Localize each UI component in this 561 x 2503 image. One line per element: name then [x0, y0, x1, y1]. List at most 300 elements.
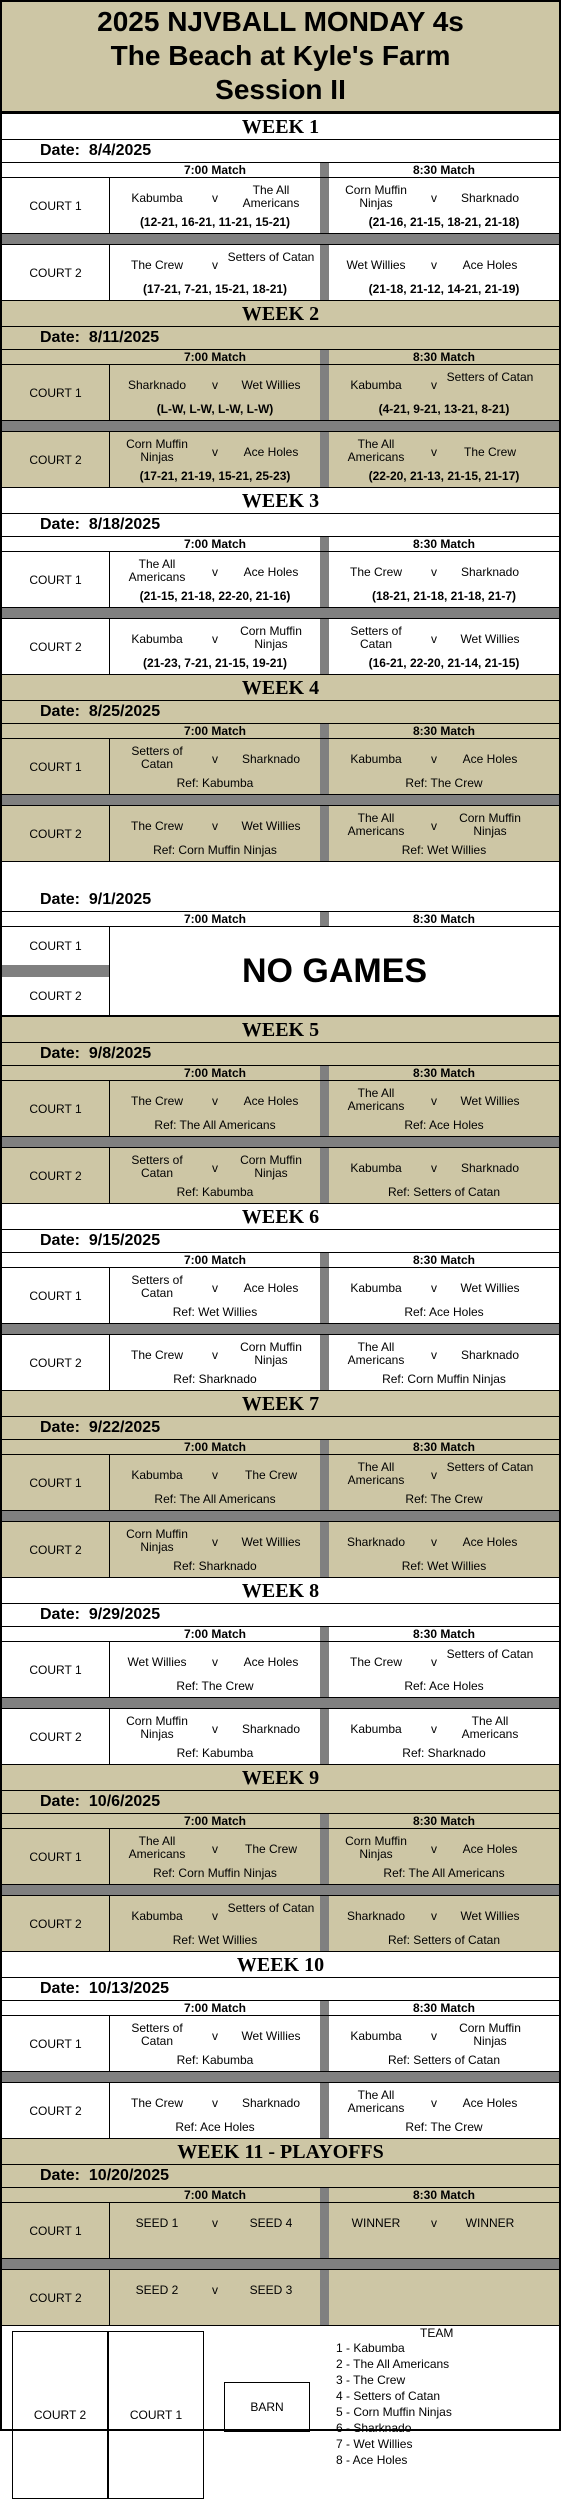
team-away: Sharknado — [460, 191, 520, 205]
team-away: Ace Holes — [462, 1535, 518, 1549]
week-header: WEEK 7 — [2, 1390, 559, 1417]
court-row — [2, 2082, 559, 2138]
week-date-row — [2, 2165, 559, 2187]
team-away: The Crew — [244, 1842, 297, 1856]
referee-label: Ref: Corn Muffin Ninjas — [153, 1866, 277, 1880]
versus-label: v — [431, 191, 437, 205]
versus-label: v — [212, 1281, 218, 1295]
date-prefix: Date: — [40, 329, 81, 346]
versus-label: v — [431, 378, 437, 392]
match-cell — [110, 2016, 320, 2071]
referee-label: Ref: Ace Holes — [175, 2120, 255, 2134]
match-time-7: 7:00 Match — [183, 912, 247, 926]
team-away: Sharknado — [241, 1722, 301, 1736]
title-line-2: The Beach at Kyle's Farm — [110, 40, 451, 71]
match-cell — [110, 619, 320, 674]
versus-label: v — [431, 1468, 437, 1482]
court-label: COURT 2 — [2, 2083, 110, 2138]
team-home: Kabumba — [350, 1281, 402, 1295]
team-away: Corn Muffin Ninjas — [240, 1153, 302, 1180]
team-away: Wet Willies — [241, 819, 301, 833]
referee-label: Ref: Sharknado — [173, 1559, 257, 1573]
team-away: Ace Holes — [462, 752, 518, 766]
week-date-row — [2, 1043, 559, 1065]
match-score: (21-23, 7-21, 21-15, 19-21) — [142, 656, 288, 670]
versus-label: v — [431, 1842, 437, 1856]
match-cell — [329, 432, 559, 487]
week-block — [2, 487, 559, 674]
team-away: Setters of Catan — [446, 1460, 534, 1474]
team-away: Sharknado — [460, 1348, 520, 1362]
team-away: Corn Muffin Ninjas — [240, 1340, 302, 1367]
match-cell — [329, 178, 559, 233]
match-cell — [110, 245, 320, 300]
court-row — [2, 431, 559, 487]
team-list-item: 4 - Setters of Catan — [336, 2389, 441, 2403]
match-cell — [110, 1642, 320, 1697]
court-label: COURT 2 — [2, 1335, 110, 1390]
versus-label: v — [212, 1655, 218, 1669]
referee-label: Ref: Setters of Catan — [387, 1185, 501, 1199]
court-1-label: COURT 1 — [29, 939, 82, 953]
referee-label: Ref: Ace Holes — [404, 1305, 484, 1319]
referee-label: Ref: Kabumba — [176, 776, 254, 790]
match-time-830: 8:30 Match — [412, 1814, 476, 1828]
court-label: COURT 2 — [2, 245, 110, 300]
team-away: Setters of Catan — [227, 1901, 315, 1915]
week-header: WEEK 8 — [2, 1577, 559, 1604]
team-home: Kabumba — [350, 1722, 402, 1736]
versus-label: v — [431, 565, 437, 579]
court-row — [2, 1334, 559, 1390]
court-row — [2, 1521, 559, 1577]
match-cell — [329, 1081, 559, 1136]
team-away: Ace Holes — [462, 1842, 518, 1856]
versus-label: v — [212, 1842, 218, 1856]
week-block — [2, 674, 559, 861]
court-separator — [2, 607, 559, 618]
match-cell — [329, 1709, 559, 1764]
date-prefix: Date: — [40, 891, 81, 908]
team-away: SEED 3 — [249, 2283, 293, 2297]
match-time-7: 7:00 Match — [183, 2188, 247, 2202]
versus-label: v — [212, 1722, 218, 1736]
no-games-time-row — [2, 911, 559, 926]
versus-label: v — [212, 632, 218, 646]
court-row — [2, 1708, 559, 1764]
match-time-830: 8:30 Match — [412, 724, 476, 738]
match-cell — [110, 1081, 320, 1136]
team-away: Ace Holes — [243, 1281, 299, 1295]
match-score: (21-18, 21-12, 14-21, 21-19) — [368, 282, 520, 296]
versus-label: v — [212, 1535, 218, 1549]
team-list-item: 8 - Ace Holes — [336, 2453, 408, 2467]
versus-label: v — [212, 2216, 218, 2230]
match-time-7: 7:00 Match — [183, 1440, 247, 1454]
referee-label: Ref: Sharknado — [402, 1746, 486, 1760]
versus-label: v — [431, 1535, 437, 1549]
match-time-row — [2, 536, 559, 551]
match-time-row — [2, 1439, 559, 1454]
match-time-830: 8:30 Match — [412, 1440, 476, 1454]
team-list-item: 1 - Kabumba — [336, 2341, 405, 2355]
team-home: Corn Muffin Ninjas — [345, 183, 407, 210]
referee-label: Ref: The All Americans — [383, 1866, 505, 1880]
team-away: Wet Willies — [460, 632, 520, 646]
court-separator — [2, 233, 559, 244]
week-header: WEEK 2 — [2, 300, 559, 327]
team-list-item: 7 - Wet Willies — [336, 2437, 413, 2451]
court-label: COURT 2 — [2, 432, 110, 487]
match-cell — [329, 1522, 559, 1577]
court-row — [2, 1641, 559, 1697]
court-row — [2, 1828, 559, 1884]
referee-label: Ref: Sharknado — [173, 1372, 257, 1386]
court-row — [2, 1895, 559, 1951]
week-header: WEEK 9 — [2, 1764, 559, 1791]
team-home: Setters of Catan — [131, 2021, 183, 2048]
no-games-date-row — [2, 889, 559, 911]
team-home: Kabumba — [350, 752, 402, 766]
match-time-7: 7:00 Match — [183, 724, 247, 738]
week-date: 9/22/2025 — [88, 1419, 161, 1436]
match-cell — [329, 1896, 559, 1951]
court-label: COURT 2 — [2, 619, 110, 674]
match-time-7: 7:00 Match — [183, 1253, 247, 1267]
team-away: Sharknado — [241, 2096, 301, 2110]
court-row — [2, 1267, 559, 1323]
team-away: WINNER — [465, 2216, 515, 2230]
versus-label: v — [431, 2096, 437, 2110]
court-label: COURT 1 — [2, 1455, 110, 1510]
week-block — [2, 1016, 559, 1203]
team-away: Sharknado — [241, 752, 301, 766]
referee-label: Ref: The Crew — [405, 1492, 483, 1506]
versus-label: v — [212, 1909, 218, 1923]
match-time-row — [2, 1065, 559, 1080]
match-cell — [329, 245, 559, 300]
versus-label: v — [431, 752, 437, 766]
team-list-item: 5 - Corn Muffin Ninjas — [336, 2405, 452, 2419]
team-home: The Crew — [130, 1348, 183, 1362]
match-score: (L-W, L-W, L-W, L-W) — [156, 402, 274, 416]
team-home: The Crew — [130, 1094, 183, 1108]
match-time-830: 8:30 Match — [412, 1253, 476, 1267]
team-away: Ace Holes — [243, 565, 299, 579]
match-time-830: 8:30 Match — [412, 912, 476, 926]
versus-label: v — [212, 752, 218, 766]
versus-label: v — [212, 2096, 218, 2110]
weeks-section-b — [2, 1016, 559, 2325]
court-separator — [2, 1884, 559, 1895]
referee-label: Ref: Kabumba — [176, 2053, 254, 2067]
match-cell — [329, 1268, 559, 1323]
versus-label: v — [431, 258, 437, 272]
team-away: Ace Holes — [462, 2096, 518, 2110]
team-away: Setters of Catan — [227, 250, 315, 264]
versus-label: v — [431, 1281, 437, 1295]
team-home: Corn Muffin Ninjas — [126, 1714, 188, 1741]
team-home: Sharknado — [346, 1909, 406, 1923]
week-date-row — [2, 1417, 559, 1439]
match-cell — [329, 739, 559, 794]
no-games-spacer — [2, 861, 559, 889]
court-separator — [2, 1136, 559, 1147]
date-prefix: Date: — [40, 1793, 81, 1810]
versus-label: v — [431, 1094, 437, 1108]
page-title — [2, 2, 559, 113]
court-row — [2, 551, 559, 607]
match-cell — [110, 2083, 320, 2138]
week-header: WEEK 1 — [2, 113, 559, 140]
referee-label: Ref: Wet Willies — [172, 1933, 258, 1947]
team-home: Sharknado — [127, 378, 187, 392]
court-separator — [2, 1323, 559, 1334]
versus-label: v — [212, 1348, 218, 1362]
match-time-row — [2, 1626, 559, 1641]
match-cell — [329, 1642, 559, 1697]
week-date: 8/18/2025 — [88, 516, 161, 533]
title-line-1: 2025 NJVBALL MONDAY 4s — [97, 6, 464, 37]
match-score: (12-21, 16-21, 11-21, 15-21) — [139, 215, 291, 229]
versus-label: v — [431, 445, 437, 459]
team-home: Sharknado — [346, 1535, 406, 1549]
team-home: The Crew — [130, 819, 183, 833]
referee-label: Ref: The Crew — [405, 776, 483, 790]
versus-label: v — [431, 2029, 437, 2043]
match-cell — [110, 1896, 320, 1951]
team-away: Corn Muffin Ninjas — [240, 624, 302, 651]
match-time-830: 8:30 Match — [412, 2188, 476, 2202]
referee-label: Ref: Ace Holes — [404, 1679, 484, 1693]
court-label: COURT 1 — [2, 178, 110, 233]
team-home: The All Americans — [347, 1340, 405, 1367]
date-prefix: Date: — [40, 1045, 81, 1062]
team-home: SEED 1 — [135, 2216, 179, 2230]
court-layout — [2, 2325, 559, 2503]
versus-label: v — [212, 819, 218, 833]
match-time-7: 7:00 Match — [183, 1627, 247, 1641]
team-home: Corn Muffin Ninjas — [126, 1527, 188, 1554]
week-date: 10/20/2025 — [88, 2167, 169, 2184]
match-cell — [329, 1335, 559, 1390]
team-away: Sharknado — [460, 565, 520, 579]
team-home: Setters of Catan — [131, 744, 183, 771]
week-block — [2, 113, 559, 300]
team-home: Kabumba — [350, 378, 402, 392]
versus-label: v — [431, 1722, 437, 1736]
court-separator — [2, 794, 559, 805]
week-date: 8/25/2025 — [88, 703, 161, 720]
versus-label: v — [431, 819, 437, 833]
match-cell — [110, 1455, 320, 1510]
referee-label: Ref: Wet Willies — [401, 1559, 487, 1573]
team-home: The All Americans — [347, 2088, 405, 2115]
match-score: (21-15, 21-18, 22-20, 21-16) — [139, 589, 291, 603]
court-separator — [2, 2258, 559, 2269]
team-home: Kabumba — [131, 1468, 183, 1482]
team-home: The Crew — [349, 565, 402, 579]
week-date: 8/4/2025 — [88, 142, 152, 159]
referee-label: Ref: Kabumba — [176, 1746, 254, 1760]
team-away: The Crew — [244, 1468, 297, 1482]
team-away: The All Americans — [461, 1714, 519, 1741]
week-date-row — [2, 327, 559, 349]
versus-label: v — [212, 258, 218, 272]
match-cell — [329, 365, 559, 420]
week-date-row — [2, 1230, 559, 1252]
week-header: WEEK 11 - PLAYOFFS — [2, 2138, 559, 2165]
week-date-row — [2, 514, 559, 536]
team-home: The Crew — [130, 2096, 183, 2110]
match-time-7: 7:00 Match — [183, 1814, 247, 1828]
match-cell — [329, 2270, 559, 2325]
team-home: The Crew — [349, 1655, 402, 1669]
referee-label: Ref: Setters of Catan — [387, 1933, 501, 1947]
match-score: (16-21, 22-20, 21-14, 21-15) — [368, 656, 520, 670]
court-row — [2, 1147, 559, 1203]
match-cell — [110, 1268, 320, 1323]
court-label: COURT 2 — [2, 2270, 110, 2325]
team-away: Ace Holes — [243, 1655, 299, 1669]
team-home: Kabumba — [350, 2029, 402, 2043]
match-cell — [110, 806, 320, 861]
match-time-830: 8:30 Match — [412, 1066, 476, 1080]
match-score: (18-21, 21-18, 21-18, 21-7) — [371, 589, 517, 603]
date-prefix: Date: — [40, 1980, 81, 1997]
team-home: The All Americans — [128, 1834, 186, 1861]
match-time-830: 8:30 Match — [412, 1627, 476, 1641]
court-row — [2, 618, 559, 674]
date-prefix: Date: — [40, 142, 81, 159]
court-2-label: COURT 2 — [29, 989, 82, 1003]
versus-label: v — [431, 1161, 437, 1175]
team-away: Wet Willies — [241, 378, 301, 392]
team-home: The All Americans — [128, 557, 186, 584]
week-date-row — [2, 701, 559, 723]
referee-label: Ref: Kabumba — [176, 1185, 254, 1199]
team-away: Corn Muffin Ninjas — [459, 811, 521, 838]
match-score: (4-21, 9-21, 13-21, 8-21) — [378, 402, 510, 416]
versus-label: v — [431, 1655, 437, 1669]
court-row — [2, 244, 559, 300]
match-cell — [110, 1829, 320, 1884]
week-block — [2, 300, 559, 487]
match-score: (22-20, 21-13, 21-15, 21-17) — [368, 469, 520, 483]
week-date-row — [2, 1978, 559, 2000]
match-time-row — [2, 2187, 559, 2202]
team-away: Wet Willies — [241, 2029, 301, 2043]
team-home: Kabumba — [350, 1161, 402, 1175]
match-score: (17-21, 7-21, 15-21, 18-21) — [142, 282, 288, 296]
court-separator — [2, 1697, 559, 1708]
court-separator — [2, 1510, 559, 1521]
referee-label: Ref: Wet Willies — [172, 1305, 258, 1319]
week-block — [2, 2138, 559, 2325]
versus-label: v — [212, 2283, 218, 2297]
court-label: COURT 1 — [2, 552, 110, 607]
court-label: COURT 2 — [2, 1522, 110, 1577]
week-header: WEEK 6 — [2, 1203, 559, 1230]
court-label: COURT 1 — [2, 739, 110, 794]
week-date: 10/13/2025 — [88, 1980, 169, 1997]
court-row — [2, 1080, 559, 1136]
no-games-block — [2, 926, 559, 1016]
court-separator — [2, 420, 559, 431]
date-prefix: Date: — [40, 2167, 81, 2184]
versus-label: v — [212, 378, 218, 392]
team-list-item: 6 - Sharknado — [336, 2421, 412, 2435]
week-block — [2, 1951, 559, 2138]
week-header: WEEK 4 — [2, 674, 559, 701]
team-home: The All Americans — [347, 437, 405, 464]
date-prefix: Date: — [40, 1606, 81, 1623]
match-cell — [329, 619, 559, 674]
match-cell — [110, 178, 320, 233]
court-row — [2, 2015, 559, 2071]
team-home: Wet Willies — [346, 258, 406, 272]
referee-label: Ref: The All Americans — [154, 1492, 276, 1506]
versus-label: v — [212, 1468, 218, 1482]
team-away: Wet Willies — [460, 1909, 520, 1923]
match-cell — [329, 2016, 559, 2071]
court-label: COURT 1 — [2, 365, 110, 420]
week-header: WEEK 10 — [2, 1951, 559, 1978]
week-block — [2, 1764, 559, 1951]
court-label: COURT 1 — [2, 1642, 110, 1697]
team-home: The Crew — [130, 258, 183, 272]
court-row — [2, 177, 559, 233]
match-score: (17-21, 21-19, 15-21, 25-23) — [139, 469, 291, 483]
team-home: Setters of Catan — [350, 624, 402, 651]
week-date: 9/15/2025 — [88, 1232, 161, 1249]
court-label: COURT 2 — [2, 1148, 110, 1203]
layout-court-2: COURT 2 — [12, 2331, 108, 2499]
court-label: COURT 2 — [2, 806, 110, 861]
week-block — [2, 1577, 559, 1764]
referee-label: Ref: Corn Muffin Ninjas — [382, 1372, 506, 1386]
team-home: Kabumba — [131, 632, 183, 646]
match-cell — [110, 2203, 320, 2258]
match-cell — [110, 552, 320, 607]
court-row — [2, 738, 559, 794]
referee-label: Ref: The Crew — [405, 2120, 483, 2134]
team-list-item: 2 - The All Americans — [336, 2357, 450, 2371]
week-header: WEEK 3 — [2, 487, 559, 514]
court-label: COURT 2 — [2, 1709, 110, 1764]
date-prefix: Date: — [40, 1419, 81, 1436]
team-home: The All Americans — [347, 1086, 405, 1113]
date-prefix: Date: — [40, 1232, 81, 1249]
team-away: Wet Willies — [460, 1281, 520, 1295]
team-away: Setters of Catan — [446, 1647, 534, 1661]
date-prefix: Date: — [40, 516, 81, 533]
court-label: COURT 2 — [2, 1896, 110, 1951]
versus-label: v — [212, 1161, 218, 1175]
team-home: Kabumba — [131, 191, 183, 205]
layout-court-1: COURT 1 — [108, 2331, 204, 2499]
match-cell — [110, 432, 320, 487]
referee-label: Ref: Ace Holes — [404, 1118, 484, 1132]
match-time-830: 8:30 Match — [412, 537, 476, 551]
layout-barn: BARN — [224, 2382, 310, 2432]
versus-label: v — [212, 191, 218, 205]
week-date: 9/8/2025 — [88, 1045, 152, 1062]
referee-label: Ref: Corn Muffin Ninjas — [153, 843, 277, 857]
match-cell — [110, 1709, 320, 1764]
court-label: COURT 1 — [2, 1268, 110, 1323]
team-home: Corn Muffin Ninjas — [126, 437, 188, 464]
